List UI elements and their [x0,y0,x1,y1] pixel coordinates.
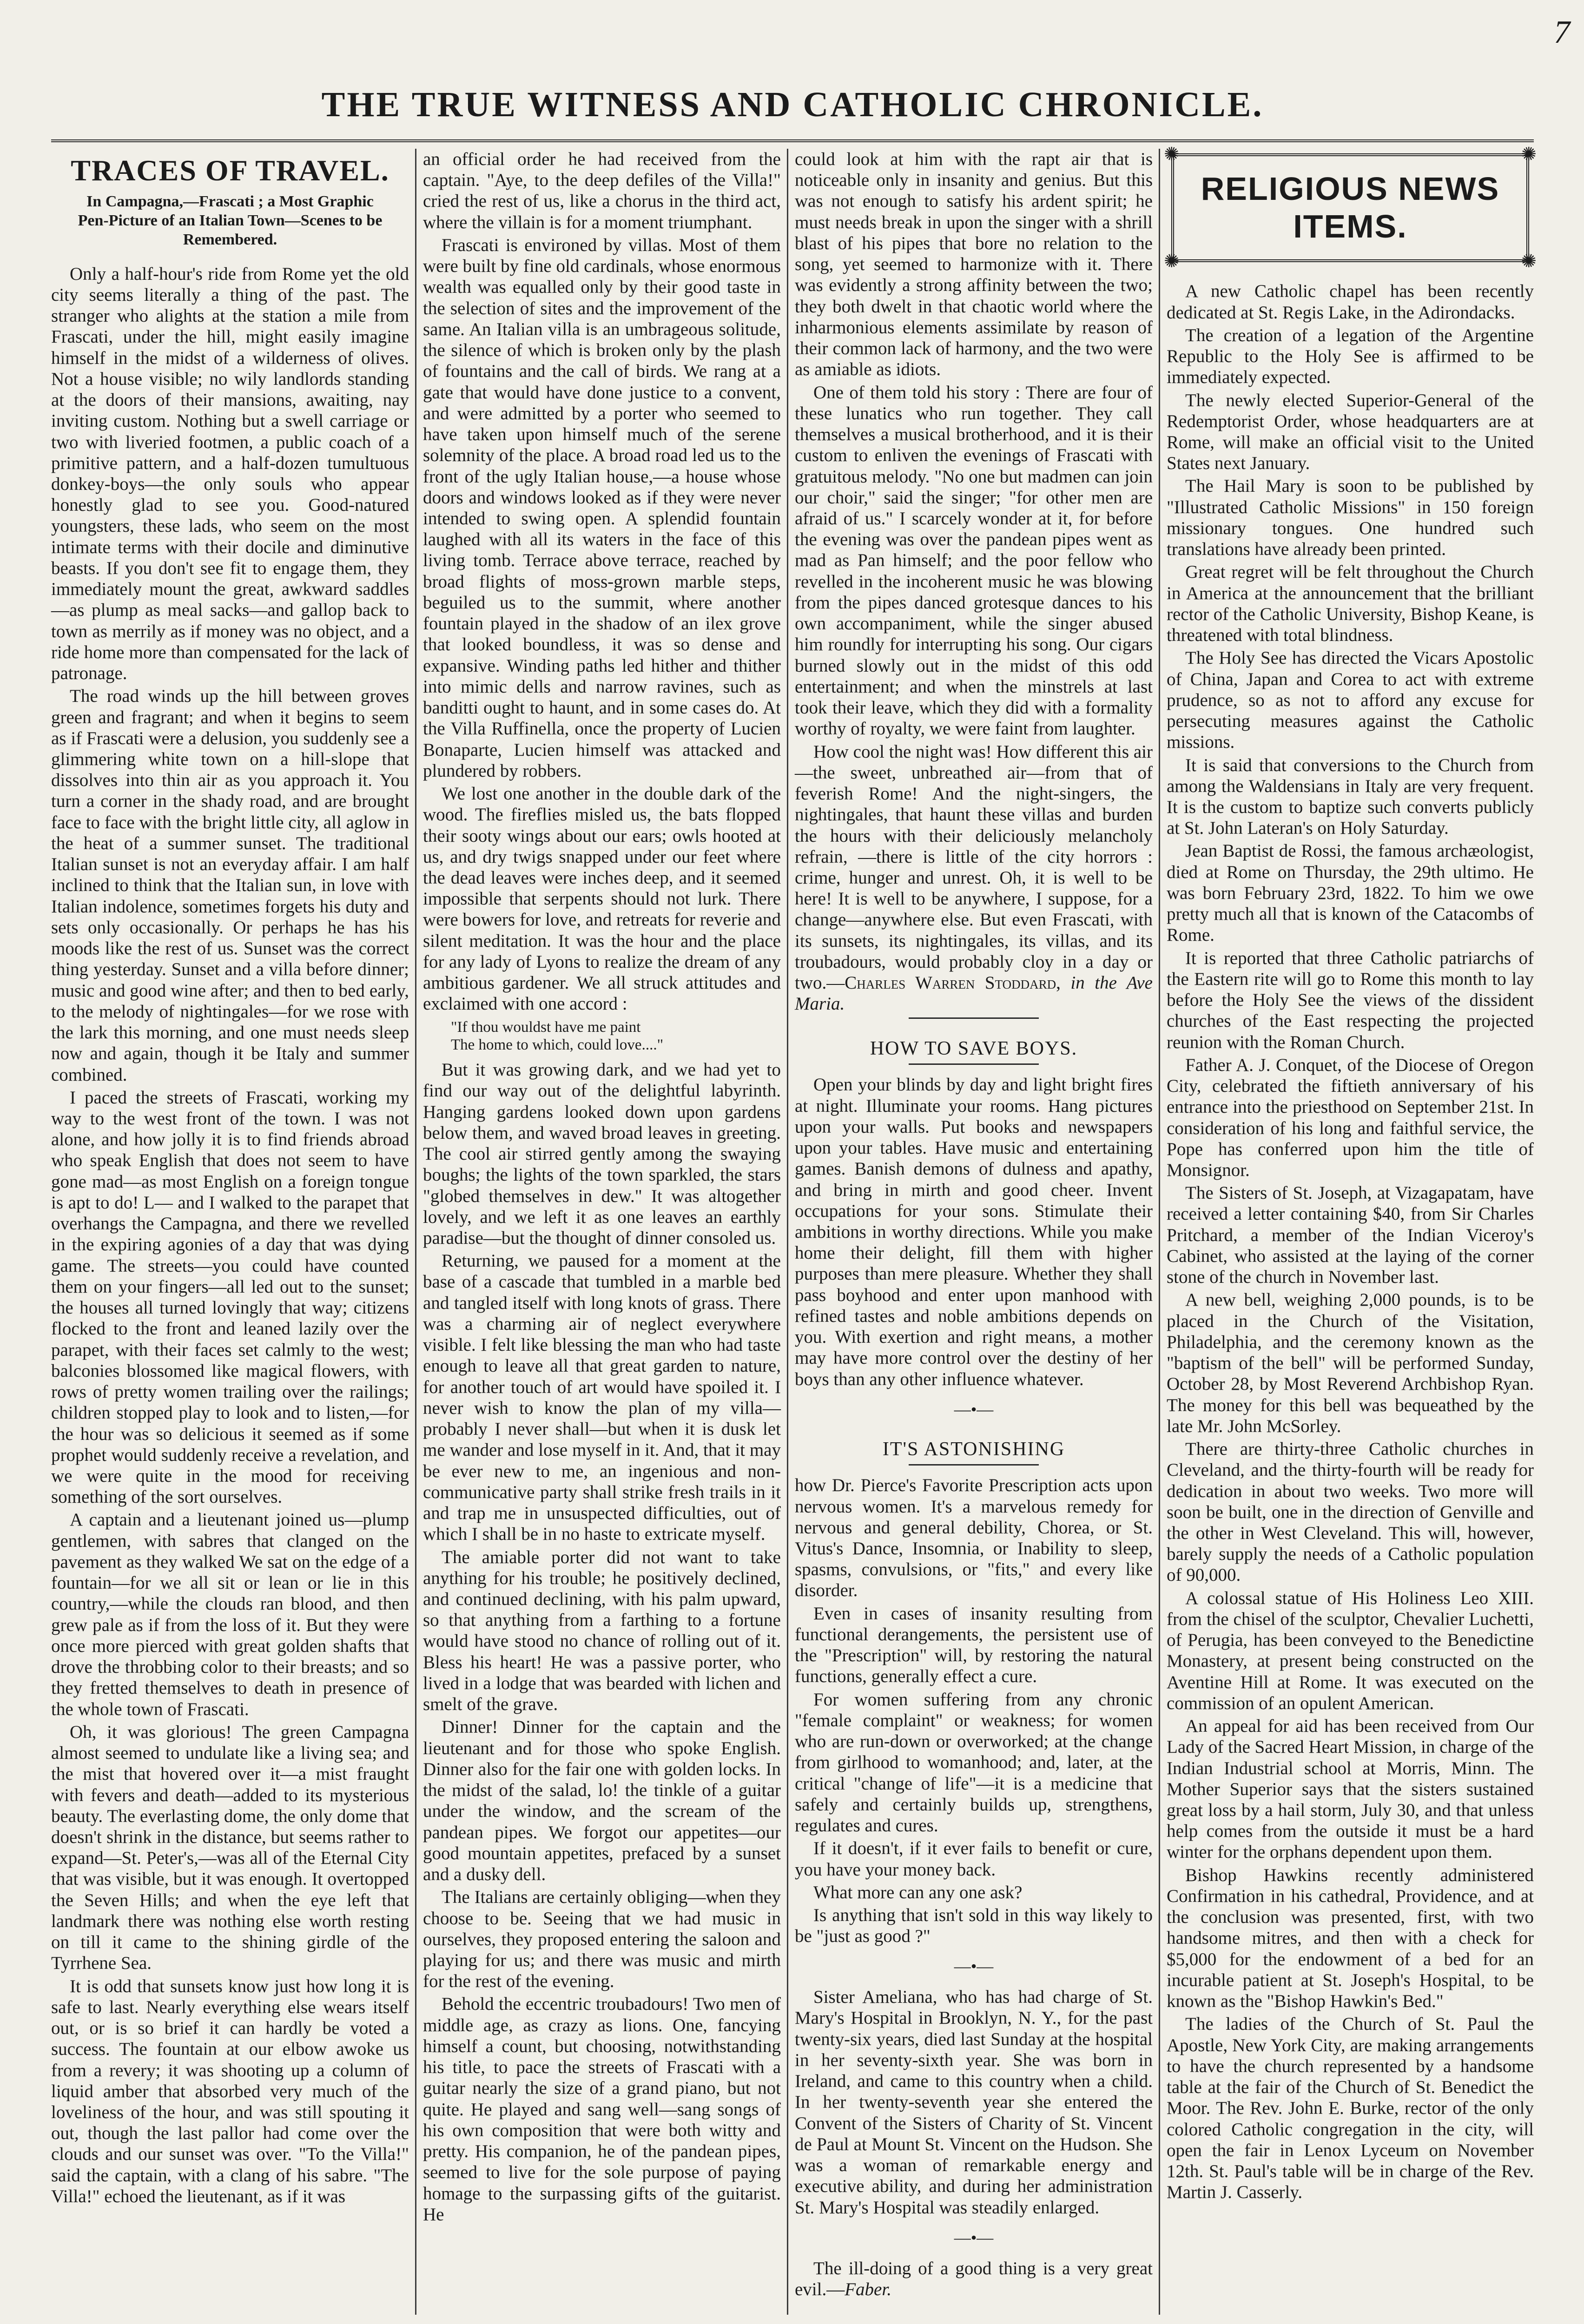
paragraph: It is odd that sunsets know just how long it is safe to last. Nearly everything else wears itself out, or is so brief it can hardly be voted a success. The fountain at our elbow awoke us from a revery; it was shooting up a column of liquid amber that absorbed very much of the loveliness of the hour, and was still spouting it out, though the last pallor had come over the clouds and our sunset was over. "To the Villa!" said the captain, with a clang of his sabre. "The Villa!" echoed the lieutenant, as if it was [51,1976,409,2206]
verse-line: "If thou wouldst have me paint [451,1018,641,1036]
news-item: A new Catholic chapel has been recently dedicated at St. Regis Lake, in the Adirondacks. [1167,281,1534,323]
verse-line: The home to which, could love...." [451,1036,664,1053]
paragraph: The road winds up the hill between groves green and fragrant; and when it begins to seem as if Frascati were a delusion, you suddenly see a glimmering white town on a hill-slope that dissolves into thin air as you approach it. You turn a corner in the shady road, and are brought face to face with the bright little city, all aglow in the heat of a summer sunset. The traditional Italian sunset is not an everyday affair. I am half inclined to think that the Italian sun, in love with Italian indolence, sometimes forgets his duty and sets only occasionally. Or perhaps he has his moods like the rest of us. Sunset was the correct thing yesterday. Sunset and a villa before dinner; music and good wine after; and then to bed early, to the melody of nightingales—for we rose with the lark this morning, and one must needs sleep now and again, though it be Italy and summer combined. [51,686,409,1085]
paragraph: an official order he had received from the captain. "Aye, to the deep defiles of the Villa!" cried the rest of us, like a chorus in the third act, where the villain is for a moment triumphant. [423,149,781,232]
paragraph: Dinner! Dinner for the captain and the lieutenant and for those who spoke English. Dinner also for the fair one with golden locks. In the midst of the salad, lo! the tinkle of a guitar under the window, and the scream of the pandean pipes. We forgot our appetites—our good mountain appetites, prefaced by a sunset and a dusky dell. [423,1717,781,1885]
ornament-divider: —•— [954,1400,994,1419]
news-item: There are thirty-three Catholic churches in Cleveland, and the thirty-fourth will be ready for dedication in about two weeks. Two more will soon be built, one in the direction of Genville and the other in West Cleveland. This will, however, barely supply the needs of a Catholic population of 90,000. [1167,1439,1534,1585]
news-item: Jean Baptist de Rossi, the famous archæologist, died at Rome on Thursday, the 29th ultimo. He was born February 23rd, 1822. To him we owe pretty much all that is known of the Catacombs of Rome. [1167,841,1534,945]
paragraph: If it doesn't, if it ever fails to benefit or cure, you have your money back. [795,1838,1153,1880]
paragraph: One of them told his story : There are four of these lunatics who run together. They call themselves a musical brotherhood, and it is their custom to enliven the evenings of Frascati with gratuitous melody. "No one but madmen can join our choir," said the singer; "for other men are afraid of us." I scarcely wonder at it, for before the evening was over the pandean pipes went as mad as Pan himself; and the poor fellow who revelled in the incoherent music he was blowing from the pipes danced grotesque dances to his own accompaniment, while the singer abused him roundly for interrupting his song. Our cigars burned slowly out in the midst of this odd entertainment; and when the minstrels at last took their leave, which they did with a formality worthy of royalty, we were faint from laughter. [795,382,1153,739]
article-headline: TRACES OF TRAVEL. [71,154,389,187]
religious-news-header-box [1164,144,1537,272]
ornament-divider: —•— [954,1957,994,1976]
paragraph: Open your blinds by day and light bright fires at night. Illuminate your rooms. Hang pictures upon your walls. Put books and newspapers upon your tables. Have music and entertaining games. Banish demons of dulness and apathy, and bring in mirth and good cheer. Invent occupations for your sons. Stimulate their ambitions in worthy directions. While you make home their delight, fill them with higher purposes than mere pleasure. Whether they shall pass boyhood and enter upon manhood with refined tastes and noble ambitions depends on you. With exertion and right means, a mother may have more control over the destiny of her boys than any other influence whatever. [795,1075,1153,1389]
paragraph: Oh, it was glorious! The green Campagna almost seemed to undulate like a living sea; and the mist that hovered over it—a mist fraught with fevers and death—added to its mysterious beauty. The everlasting dome, the only dome that doesn't shrink in the distance, but seems rather to expand—St. Peter's,—was all of the Eternal City that was visible, but it was enough. It overtopped the Seven Hills; and when the eye left that landmark there was nothing else worth resting on till it came to the shining girdle of the Tyrrhene Sea. [51,1722,409,1974]
star-ornament-icon: ✺ [1164,251,1180,272]
news-item: The newly elected Superior-General of the Redemptorist Order, whose headquarters are at Rome, will make an official visit to the United States next January. [1167,390,1534,474]
quote [795,2258,1153,2300]
paragraph [795,741,1153,1015]
news-item: A new bell, weighing 2,000 pounds, is to be placed in the Church of the Visitation, Philadelphia, and the ceremony known as the "baptism of the bell" will be performed Sunday, October 28, by Most Reverend Archbishop Ryan. The money for this bell was bequeathed by the late Mr. John McSorley. [1167,1290,1534,1436]
paragraph: The amiable porter did not want to take anything for his trouble; he positively declined, and continued declining, with his palm upward, so that anything from a farthing to a fortune would have stood no chance of rolling out of it. Bless his heart! He was a passive porter, who lived in a lodge that was bearded with lichen and smelt of the grave. [423,1547,781,1715]
news-item: The ladies of the Church of St. Paul the Apostle, New York City, are making arrangements to have the church represented by a handsome table at the fair of the Church of St. Benedict the Moor. The Rev. John E. Burke, rector of the only colored Catholic congregation in the city, will open the fair in Lenox Lyceum on November 12th. St. Paul's table will be in charge of the Rev. Martin J. Casserly. [1167,2014,1534,2203]
news-item: The Holy See has directed the Vicars Apostolic of China, Japan and Corea to act with extreme prudence, so as not to afford any excuse for persecuting measures against the Catholic missions. [1167,648,1534,753]
column-rule [787,149,788,2315]
column-rule [415,149,416,2315]
page-number: 7 [1554,14,1570,50]
quote-author: Faber. [845,2279,891,2299]
news-item: The Hail Mary is soon to be published by "Illustrated Catholic Missions" in 150 foreign missionary tongues. One hundred such translations have already been printed. [1167,476,1534,560]
paragraph: Only a half-hour's ride from Rome yet the old city seems literally a thing of the past. The stranger who alights at the station a mile from Frascati, under the hill, might easily imagine himself in the midst of a wilderness of olives. Not a house visible; no wily landlords standing at the doors of their mansions, awaiting, nay inviting custom. Nothing but a swell carriage or two with liveried footmen, a public coach of a primitive pattern, and a half-dozen tumultuous donkey-boys—the only souls who appear honestly glad to see you. Good-natured youngsters, these lads, who seem on the most intimate terms with their docile and diminutive beasts. If you don't see fit to engage them, they immediately mount the great, awkward saddles—as plump as meal sacks—and gallop back to town as merrily as if money was no object, and a ride home more than compensated for the lack of patronage. [51,264,409,684]
paragraph: Returning, we paused for a moment at the base of a cascade that tumbled in a marble bed and tangled itself with long knots of grass. There was a charming air of neglect everywhere visible. I felt like blessing the man who had taste enough to leave all that great garden to nature, for another touch of art would have spoiled it. I never wish to know the plan of my villa—probably I never shall—but when it is dusk let me wander and lose myself in it. And, that it may be ever new to me, an ingenious and non-communicative party shall strike fresh trails in it and trap me in unsuspected difficulties, out of which I shall be in no haste to extricate myself. [423,1251,781,1545]
section-divider [909,1063,1039,1065]
column-4 [1164,144,1537,2315]
section-heading: RELIGIOUS NEWS ITEMS. [1201,171,1500,245]
quote-text: The ill-doing of a good thing is a very great evil.— [795,2258,1153,2299]
column-1 [51,149,409,2315]
paragraph: What more can any one ask? [813,1882,1023,1902]
news-item: It is reported that three Catholic patriarchs of the Eastern rite will go to Rome this month to lay before the Holy See the views of the dissident churches of the East respecting the projected reunion with the Roman Church. [1167,948,1534,1052]
paragraph: I paced the streets of Frascati, working my way to the west front of the town. I was not alone, and how jolly it is to find friends abroad who speak English that does not seem to have gone mad—as most English on a foreign tongue is apt to do! L— and I walked to the parapet that overhangs the Campagna, and there we revelled in the expiring agonies of a day that was dying game. The streets—you could have counted them on your fingers—all led out to the sunset; the houses all turned lovingly that way; citizens flocked to the front and leaned lazily over the parapet, with their faces set calmly to the west; balconies blossomed like magical flowers, with rows of pretty women trailing over the railings; children stopped play to look and to listen,—for the hour was so delicious it seemed as if some prophet would suddenly receive a revelation, and we were quite in the mood for receiving something of the sort ourselves. [51,1087,409,1507]
news-item: An appeal for aid has been received from Our Lady of the Sacred Heart Mission, in charge of the Indian Industrial school at Morris, Minn. The Mother Superior says that the sisters sustained great loss by a hail storm, July 30, and that unless help comes from the outside it must be a hard winter for the orphans dependent upon them. [1167,1716,1534,1862]
verse-quote [451,1018,781,1054]
column-rule [1159,149,1160,2315]
ornament-divider: —•— [954,2228,994,2247]
masthead [51,70,1534,142]
newspaper-title: THE TRUE WITNESS AND CATHOLIC CHRONICLE. [321,85,1264,124]
paragraph-text: How cool the night was! How different this air—the sweet, unbreathed air—from that of feverish Rome! And the night-singers, the nightingales, that haunt these villas and burden the hours with their deliciously melancholy refrain, —there is little of the city horrors : crime, hunger and unrest. Oh, it is well to be here! It is well to be anywhere, I suppose, for a change—anywhere else. But even Frascati, with its sunsets, its nightingales, its villas, and its troubadours, would probably cloy in a day or two.— [795,741,1153,993]
news-item: The creation of a legation of the Argentine Republic to the Holy See is affirmed to be immediately expected. [1167,325,1534,388]
news-item: The Sisters of St. Joseph, at Vizagapatam, have received a letter containing $40, from Sir Charles Pritchard, a member of the Indian Viceroy's Cabinet, who assisted at the laying of the corner stone of the church in November last. [1167,1183,1534,1287]
section-divider [909,1017,1039,1019]
column-2 [423,149,781,2315]
signature-source: in the Ave Maria. [795,973,1153,1014]
section-heading: IT'S ASTONISHING [882,1438,1065,1460]
paragraph: Sister Ameliana, who has had charge of St. Mary's Hospital in Brooklyn, N. Y., for the past twenty-six years, died last Sunday at the hospital in her seventy-sixth year. She was born in Ireland, and came to this country when a child. In her twenty-seventh year she entered the Convent of the Sisters of Charity of St. Vincent de Paul at Mount St. Vincent on the Hudson. She was a woman of remarkable energy and executive ability, and during her administration St. Mary's Hospital was steadily enlarged. [795,1987,1153,2218]
news-item: It is said that conversions to the Church from among the Waldensians in Italy are very frequent. It is the custom to baptize such converts publicly at St. John Lateran's on Holy Saturday. [1167,755,1534,838]
paragraph: But it was growing dark, and we had yet to find our way out of the delightful labyrinth. Hanging gardens looked down upon gardens below them, and waved broad leaves in greeting. The cool air stirred gently among the swaying boughs; the lights of the town sparkled, the stars "globed themselves in dew." It was altogether lovely, and we left it as one leaves an earthly paradise—but the thought of dinner consoled us. [423,1060,781,1248]
star-ornament-icon: ✺ [1521,251,1537,272]
article-subhead: In Campagna,—Frascati ; a Most Graphic Pen-Picture of an Italian Town—Scenes to be Remembered. [78,193,383,248]
section-divider [909,1464,1039,1466]
author-signature: Charles Warren Stoddard, [845,973,1061,993]
paragraph: Even in cases of insanity resulting from functional derangements, the persistent use of the "Prescription" will, by restoring the natural functions, generally effect a cure. [795,1603,1153,1687]
paragraph: Behold the eccentric troubadours! Two men of middle age, as crazy as lions. One, fancying himself a count, but choosing, notwithstanding his title, to pace the streets of Frascati with a guitar nearly the size of a grand piano, but not quite. He played and sang well—sang songs of his own composition that were both witty and pretty. His companion, he of the pandean pipes, seemed to live for the sole purpose of paying homage to the surpassing gifts of the guitarist. He [423,1994,781,2225]
paragraph: Frascati is environed by villas. Most of them were built by fine old cardinals, whose enormous wealth was equalled only by their good taste in the selection of sites and the improvement of the same. An Italian villa is an umbrageous solitude, the silence of which is broken only by the plash of fountains and the call of birds. We rang at a gate that would have done justice to a convent, and were admitted by a porter who seemed to have taken upon himself much of the serene solemnity of the place. A broad road led us to the front of the ugly Italian house,—a house whose doors and windows looked as if they were never intended to swing open. A splendid fountain laughed with all its waters in the face of this living tomb. Terrace above terrace, reached by broad flights of moss-grown marble steps, beguiled us to the summit, where another fountain played in the shadow of an ilex grove that looked boundless, it was so dense and expansive. Winding paths led hither and thither into mimic dells and narrow ravines, such as banditti ought to haunt, and in some cases do. At the Villa Ruffinella, once the property of Lucien Bonaparte, Lucien himself was attacked and plundered by robbers. [423,235,781,781]
paragraph: For women suffering from any chronic "female complaint" or weakness; for women who are run-down or overworked; at the change from girlhood to womanhood; and, later, at the critical "change of life"—it is a medicine that safely and certainly builds up, strengthens, regulates and cures. [795,1689,1153,1836]
star-ornament-icon: ✺ [1521,144,1537,165]
star-ornament-icon: ✺ [1164,144,1180,165]
news-item: Father A. J. Conquet, of the Diocese of Oregon City, celebrated the fiftieth anniversary of his entrance into the priesthood on September 21st. In consideration of his long and faithful service, the Pope has conferred upon him the title of Monsignor. [1167,1055,1534,1180]
column-3 [795,149,1153,2315]
section-heading: HOW TO SAVE BOYS. [870,1037,1078,1059]
paragraph: Is anything that isn't sold in this way likely to be "just as good ?" [795,1905,1153,1947]
paragraph: could look at him with the rapt air that is noticeable only in insanity and genius. But this was not enough to satisfy his ardent spirit; he must needs break in upon the singer with a shrill blast of his pipes that bore no relation to the song, yet seemed to harmonize with it. There was evidently a strong affinity between the two; they both dwelt in that chaotic world where the inharmonious elements assimilate by reason of their common lack of harmony, and the two were as amiable as idiots. [795,149,1153,380]
news-item: Great regret will be felt throughout the Church in America at the announcement that the brilliant rector of the Catholic University, Bishop Keane, is threatened with total blindness. [1167,562,1534,646]
paragraph: A captain and a lieutenant joined us—plump gentlemen, with sabres that clanged on the pavement as they walked We sat on the edge of a fountain—for we all sit or lean or lie in this country,—while the clouds ran blood, and then grew pale as if from the loss of it. But they were once more pierced with great golden shafts that drove the throbbing color to their breasts; and so they fretted themselves to death in presence of the whole town of Frascati. [51,1510,409,1719]
paragraph: how Dr. Pierce's Favorite Prescription acts upon nervous women. It's a marvelous remedy for nervous and general debility, Chorea, or St. Vitus's Dance, Insomnia, or Inability to sleep, spasms, convulsions, or "fits," and every like disorder. [795,1475,1153,1601]
paragraph: The Italians are certainly obliging—when they choose to be. Seeing that we had music in ourselves, they proposed entering the saloon and playing for us; and there was music and mirth for the rest of the evening. [423,1887,781,1992]
news-item: Bishop Hawkins recently administered Confirmation in his cathedral, Providence, and at the conclusion was presented, first, with two handsome mitres, and then with a check for $5,000 for the endowment of a bed for an incurable patient at St. Joseph's Hospital, to be known as the "Bishop Hawkin's Bed." [1167,1865,1534,2012]
news-item: A colossal statue of His Holiness Leo XIII. from the chisel of the sculptor, Chevalier Luchetti, of Perugia, has been conveyed to the Benedictine Monastery, at present being constructed on the Aventine Hill at Rome. It was executed on the commission of an opulent American. [1167,1588,1534,1713]
paragraph: We lost one another in the double dark of the wood. The fireflies misled us, the bats flopped their sooty wings about our ears; owls hooted at us, and dry twigs snapped under our feet where the dead leaves were inches deep, and it seemed impossible that serpents should not lurk. There were bowers for love, and retreats for reverie and silent meditation. It was the hour and the place for any lady of Lyons to realize the dream of any ambitious gardener. We all struck attitudes and exclaimed with one accord : [423,784,781,1014]
